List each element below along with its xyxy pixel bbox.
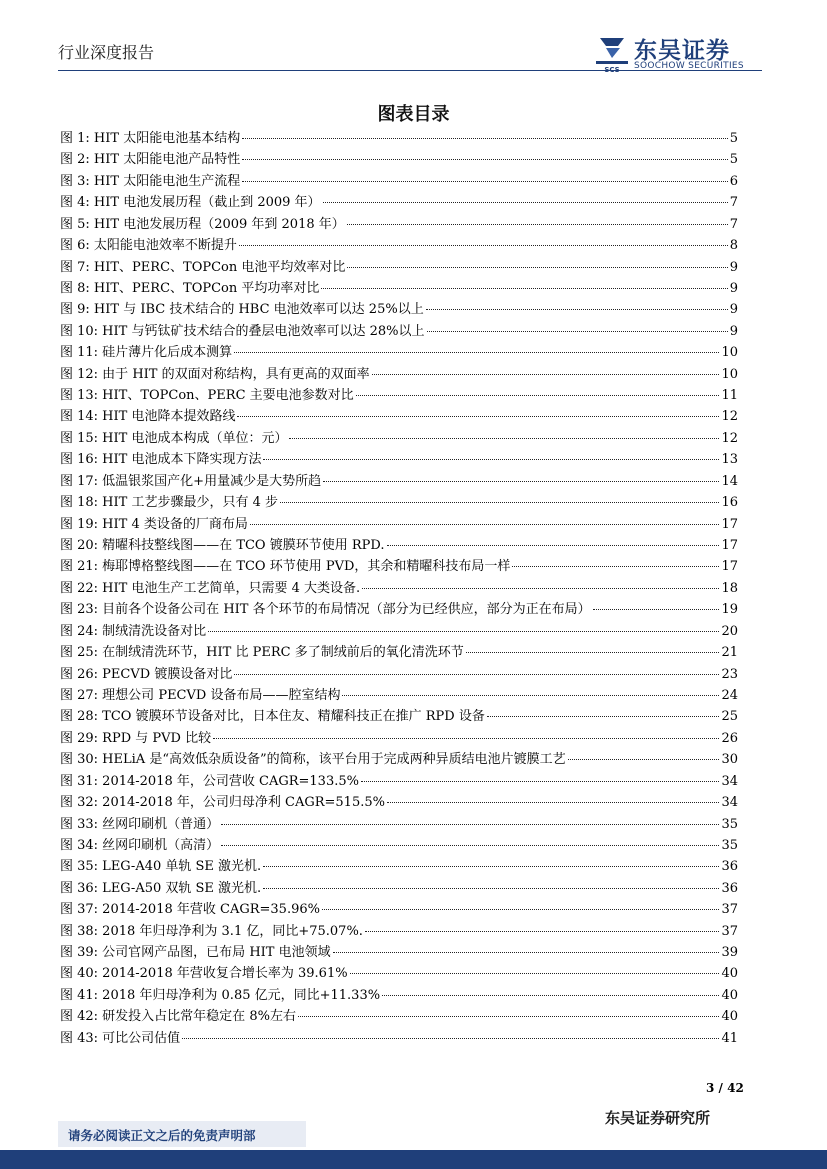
toc-entry[interactable] bbox=[60, 578, 738, 599]
toc-entry[interactable] bbox=[60, 835, 738, 856]
toc-entry-page: 21 bbox=[721, 645, 738, 661]
toc-entry-label: 图 39: 公司官网产品图，已布局 HIT 电池领域 bbox=[60, 945, 331, 961]
toc-entry-page: 17 bbox=[721, 516, 738, 532]
figure-list bbox=[60, 128, 738, 1049]
toc-entry-label: 图 12: 由于 HIT 的双面对称结构，具有更高的双面率 bbox=[60, 366, 370, 382]
toc-entry[interactable] bbox=[60, 685, 738, 706]
toc-entry-label: 图 18: HIT 工艺步骤最少，只有 4 步 bbox=[60, 495, 278, 511]
toc-entry-page: 36 bbox=[721, 880, 738, 896]
toc-entry-page: 17 bbox=[721, 538, 738, 554]
toc-entry[interactable] bbox=[60, 149, 738, 170]
toc-dot-leader bbox=[387, 802, 719, 803]
toc-entry-page: 20 bbox=[721, 623, 738, 639]
toc-entry-label: 图 21: 梅耶博格整线图——在 TCO 环节使用 PVD，其余和精曜科技布局一样 bbox=[60, 559, 511, 575]
toc-entry-label: 图 38: 2018 年归母净利为 3.1 亿，同比+75.07%. bbox=[60, 923, 363, 939]
toc-entry-page: 9 bbox=[729, 302, 738, 318]
toc-dot-leader bbox=[208, 631, 719, 632]
toc-entry-page: 34 bbox=[721, 795, 738, 811]
toc-entry-label: 图 33: 丝网印刷机（普通） bbox=[60, 816, 220, 832]
toc-entry[interactable] bbox=[60, 556, 738, 577]
toc-dot-leader bbox=[427, 331, 728, 332]
toc-entry[interactable] bbox=[60, 235, 738, 256]
toc-entry[interactable] bbox=[60, 856, 738, 877]
toc-dot-leader bbox=[487, 716, 720, 717]
toc-dot-leader bbox=[323, 202, 728, 203]
toc-entry[interactable] bbox=[60, 899, 738, 920]
toc-entry-page: 25 bbox=[721, 709, 738, 725]
toc-dot-leader bbox=[466, 652, 720, 653]
toc-dot-leader bbox=[361, 781, 719, 782]
toc-entry-page: 23 bbox=[721, 666, 738, 682]
toc-entry-page: 13 bbox=[721, 452, 738, 468]
toc-entry-page: 9 bbox=[729, 323, 738, 339]
header-divider bbox=[58, 70, 762, 71]
toc-dot-leader bbox=[426, 309, 728, 310]
toc-entry-page: 9 bbox=[729, 280, 738, 296]
toc-entry-page: 40 bbox=[721, 1009, 738, 1025]
toc-dot-leader bbox=[347, 267, 727, 268]
toc-entry-page: 14 bbox=[721, 473, 738, 489]
toc-entry[interactable] bbox=[60, 1028, 738, 1049]
toc-dot-leader bbox=[365, 931, 720, 932]
toc-dot-leader bbox=[234, 674, 719, 675]
toc-dot-leader bbox=[221, 824, 719, 825]
toc-entry-label: 图 22: HIT 电池生产工艺简单，只需要 4 大类设备. bbox=[60, 580, 361, 596]
toc-dot-leader bbox=[568, 759, 720, 760]
toc-entry[interactable] bbox=[60, 749, 738, 770]
toc-dot-leader bbox=[382, 995, 719, 996]
toc-entry-label: 图 42: 研发投入占比常年稳定在 8%左右 bbox=[60, 1009, 296, 1025]
toc-entry-page: 16 bbox=[721, 495, 738, 511]
toc-dot-leader bbox=[347, 224, 728, 225]
toc-entry[interactable] bbox=[60, 728, 738, 749]
toc-dot-leader bbox=[263, 866, 719, 867]
toc-dot-leader bbox=[593, 609, 720, 610]
toc-dot-leader bbox=[242, 181, 728, 182]
toc-entry-label: 图 11: 硅片薄片化后成本测算 bbox=[60, 345, 233, 361]
toc-entry[interactable] bbox=[60, 171, 738, 192]
page-title: 图表目录 bbox=[377, 104, 450, 125]
toc-dot-leader bbox=[239, 245, 728, 246]
toc-entry-page: 17 bbox=[721, 559, 738, 575]
toc-entry-page: 36 bbox=[721, 859, 738, 875]
toc-entry[interactable] bbox=[60, 771, 738, 792]
toc-dot-leader bbox=[298, 1016, 720, 1017]
toc-entry-label: 图 26: PECVD 镀膜设备对比 bbox=[60, 666, 233, 682]
toc-dot-leader bbox=[512, 566, 719, 567]
toc-dot-leader bbox=[242, 159, 728, 160]
toc-entry-page: 37 bbox=[721, 923, 738, 939]
toc-entry[interactable] bbox=[60, 814, 738, 835]
toc-entry[interactable] bbox=[60, 342, 738, 363]
toc-entry[interactable] bbox=[60, 642, 738, 663]
toc-entry-page: 12 bbox=[721, 430, 738, 446]
report-type-label: 行业深度报告 bbox=[58, 43, 155, 62]
toc-dot-leader bbox=[387, 545, 720, 546]
toc-entry-label: 图 20: 精曜科技整线图——在 TCO 镀膜环节使用 RPD. bbox=[60, 538, 385, 554]
toc-dot-leader bbox=[221, 845, 719, 846]
soochow-logo-icon bbox=[594, 34, 630, 74]
toc-entry-page: 10 bbox=[721, 345, 738, 361]
toc-entry[interactable] bbox=[60, 492, 738, 513]
toc-entry-page: 9 bbox=[729, 259, 738, 275]
toc-entry-label: 图 28: TCO 镀膜环节设备对比，日本住友、精耀科技正在推广 RPD 设备 bbox=[60, 709, 485, 725]
toc-entry[interactable] bbox=[60, 364, 738, 385]
toc-entry[interactable] bbox=[60, 535, 738, 556]
toc-entry[interactable] bbox=[60, 942, 738, 963]
toc-dot-leader bbox=[322, 909, 719, 910]
toc-entry-label: 图 8: HIT、PERC、TOPCon 平均功率对比 bbox=[60, 280, 320, 296]
toc-entry-page: 34 bbox=[721, 773, 738, 789]
toc-dot-leader bbox=[342, 695, 719, 696]
toc-entry-page: 5 bbox=[729, 152, 738, 168]
toc-entry[interactable] bbox=[60, 471, 738, 492]
toc-dot-leader bbox=[362, 588, 719, 589]
toc-dot-leader bbox=[280, 502, 719, 503]
toc-entry-label: 图 4: HIT 电池发展历程（截止到 2009 年） bbox=[60, 195, 321, 211]
toc-entry-label: 图 3: HIT 太阳能电池生产流程 bbox=[60, 173, 241, 189]
toc-entry-page: 41 bbox=[721, 1030, 738, 1046]
toc-entry-label: 图 29: RPD 与 PVD 比较 bbox=[60, 730, 212, 746]
toc-entry-page: 18 bbox=[721, 580, 738, 596]
toc-entry-label: 图 37: 2014-2018 年营收 CAGR=35.96% bbox=[60, 902, 320, 918]
toc-entry-page: 26 bbox=[721, 730, 738, 746]
toc-entry[interactable] bbox=[60, 214, 738, 235]
toc-entry-label: 图 25: 在制绒清洗环节，HIT 比 PERC 多了制绒前后的氧化清洗环节 bbox=[60, 645, 464, 661]
toc-entry-label: 图 43: 可比公司估值 bbox=[60, 1030, 181, 1046]
toc-entry-label: 图 6: 太阳能电池效率不断提升 bbox=[60, 238, 237, 254]
toc-entry[interactable] bbox=[60, 706, 738, 727]
toc-entry-label: 图 32: 2014-2018 年，公司归母净利 CAGR=515.5% bbox=[60, 795, 385, 811]
toc-entry-page: 10 bbox=[721, 366, 738, 382]
toc-entry[interactable] bbox=[60, 128, 738, 149]
toc-entry-label: 图 9: HIT 与 IBC 技术结合的 HBC 电池效率可以达 25%以上 bbox=[60, 302, 424, 318]
toc-entry[interactable] bbox=[60, 278, 738, 299]
toc-entry-label: 图 23: 目前各个设备公司在 HIT 各个环节的布局情况（部分为已经供应，部分为正在布局） bbox=[60, 602, 591, 618]
toc-entry-label: 图 14: HIT 电池降本提效路线 bbox=[60, 409, 236, 425]
toc-dot-leader bbox=[356, 395, 720, 396]
toc-entry[interactable] bbox=[60, 878, 738, 899]
toc-entry[interactable] bbox=[60, 792, 738, 813]
toc-dot-leader bbox=[333, 952, 720, 953]
toc-entry-label: 图 5: HIT 电池发展历程（2009 年到 2018 年） bbox=[60, 216, 345, 232]
toc-dot-leader bbox=[321, 288, 727, 289]
toc-entry[interactable] bbox=[60, 985, 738, 1006]
toc-entry[interactable] bbox=[60, 599, 738, 620]
toc-entry-page: 35 bbox=[721, 816, 738, 832]
toc-entry[interactable] bbox=[60, 406, 738, 427]
toc-entry[interactable] bbox=[60, 1006, 738, 1027]
toc-entry-label: 图 41: 2018 年归母净利为 0.85 亿元，同比+11.33% bbox=[60, 987, 381, 1003]
toc-entry[interactable] bbox=[60, 664, 738, 685]
toc-entry-page: 11 bbox=[721, 388, 738, 404]
toc-entry-label: 图 34: 丝网印刷机（高清） bbox=[60, 837, 220, 853]
logo-chinese-name: 东吴证券 bbox=[634, 38, 730, 64]
toc-dot-leader bbox=[372, 374, 720, 375]
toc-entry-page: 39 bbox=[721, 945, 738, 961]
toc-entry-page: 7 bbox=[729, 195, 738, 211]
page-number: 3 / 42 bbox=[706, 1081, 744, 1095]
toc-dot-leader bbox=[213, 738, 719, 739]
toc-entry-label: 图 15: HIT 电池成本构成（单位：元） bbox=[60, 430, 288, 446]
toc-entry-label: 图 1: HIT 太阳能电池基本结构 bbox=[60, 131, 241, 146]
toc-entry-label: 图 13: HIT、TOPCon、PERC 主要电池参数对比 bbox=[60, 388, 354, 404]
toc-entry-page: 37 bbox=[721, 902, 738, 918]
toc-dot-leader bbox=[289, 438, 719, 439]
toc-dot-leader bbox=[263, 888, 719, 889]
toc-entry-page: 35 bbox=[721, 837, 738, 853]
toc-entry-label: 图 30: HELiA 是“高效低杂质设备”的简称，该平台用于完成两种异质结电池片镀膜工艺 bbox=[60, 752, 566, 768]
toc-entry[interactable] bbox=[60, 621, 738, 642]
toc-dot-leader bbox=[263, 459, 719, 460]
toc-entry[interactable] bbox=[60, 192, 738, 213]
toc-entry-page: 12 bbox=[721, 409, 738, 425]
toc-entry-label: 图 40: 2014-2018 年营收复合增长率为 39.61% bbox=[60, 966, 348, 982]
toc-entry-page: 40 bbox=[721, 966, 738, 982]
toc-entry-label: 图 27: 理想公司 PECVD 设备布局——腔室结构 bbox=[60, 687, 341, 703]
toc-entry-label: 图 7: HIT、PERC、TOPCon 电池平均效率对比 bbox=[60, 259, 346, 275]
toc-dot-leader bbox=[242, 138, 728, 139]
toc-entry-page: 8 bbox=[729, 238, 738, 254]
toc-entry[interactable] bbox=[60, 963, 738, 984]
toc-entry[interactable] bbox=[60, 321, 738, 342]
toc-entry-label: 图 31: 2014-2018 年，公司营收 CAGR=133.5% bbox=[60, 773, 359, 789]
logo-english-name: SOOCHOW SECURITIES bbox=[634, 61, 744, 71]
toc-entry[interactable] bbox=[60, 449, 738, 470]
toc-entry[interactable] bbox=[60, 299, 738, 320]
toc-entry[interactable] bbox=[60, 921, 738, 942]
toc-entry-page: 7 bbox=[729, 216, 738, 232]
brand-logo bbox=[594, 34, 766, 74]
toc-entry-label: 图 36: LEG-A50 双轨 SE 激光机. bbox=[60, 880, 262, 896]
toc-entry-label: 图 16: HIT 电池成本下降实现方法 bbox=[60, 452, 262, 468]
logo-abbr: SCS bbox=[604, 66, 620, 74]
disclaimer-notice: 请务必阅读正文之后的免责声明部 bbox=[68, 1128, 256, 1143]
toc-entry-label: 图 19: HIT 4 类设备的厂商布局 bbox=[60, 516, 248, 532]
toc-entry[interactable] bbox=[60, 257, 738, 278]
toc-entry-page: 6 bbox=[729, 173, 738, 189]
toc-dot-leader bbox=[350, 973, 720, 974]
toc-entry[interactable] bbox=[60, 428, 738, 449]
toc-entry-label: 图 10: HIT 与钙钛矿技术结合的叠层电池效率可以达 28%以上 bbox=[60, 323, 425, 339]
toc-dot-leader bbox=[182, 1038, 719, 1039]
toc-dot-leader bbox=[234, 352, 719, 353]
toc-entry[interactable] bbox=[60, 514, 738, 535]
toc-entry-page: 40 bbox=[721, 987, 738, 1003]
footer-bar bbox=[0, 1150, 827, 1169]
toc-entry-page: 19 bbox=[721, 602, 738, 618]
toc-entry-label: 图 35: LEG-A40 单轨 SE 激光机. bbox=[60, 859, 262, 875]
toc-dot-leader bbox=[250, 524, 720, 525]
toc-dot-leader bbox=[237, 416, 719, 417]
toc-entry-label: 图 24: 制绒清洗设备对比 bbox=[60, 623, 207, 639]
toc-entry-page: 5 bbox=[729, 131, 738, 146]
footer-brand: 东吴证券研究所 bbox=[605, 1109, 711, 1127]
toc-entry-page: 24 bbox=[721, 687, 738, 703]
toc-entry-page: 30 bbox=[721, 752, 738, 768]
toc-entry-label: 图 2: HIT 太阳能电池产品特性 bbox=[60, 152, 241, 168]
toc-entry-label: 图 17: 低温银浆国产化+用量减少是大势所趋 bbox=[60, 473, 322, 489]
toc-dot-leader bbox=[323, 481, 719, 482]
toc-entry[interactable] bbox=[60, 385, 738, 406]
